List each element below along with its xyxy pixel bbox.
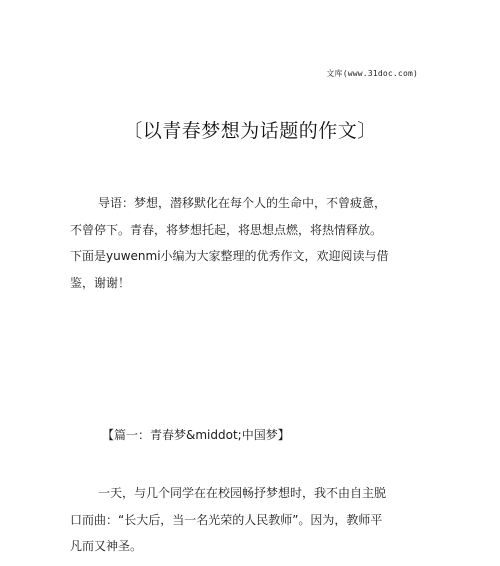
body-line: 凡而又神圣。	[70, 539, 143, 553]
intro-line: 不曾停下。青春，将梦想托起，将思想点燃，将热情释放。	[70, 222, 383, 237]
intro-line: 鉴，谢谢！	[70, 275, 131, 290]
intro-line: 下面是yuwenmi小编为大家整理的优秀作文，欢迎阅读与借	[70, 249, 389, 263]
body-line: 一天，与几个同学在在校园畅抒梦想时，我不由自主脱	[98, 486, 387, 500]
document-title: 〔以青春梦想为话题的作文〕	[123, 120, 377, 142]
body-paragraph	[70, 480, 390, 560]
section-heading: 【篇一：青春梦&middot;中国梦】	[102, 428, 290, 442]
intro-paragraph	[70, 190, 390, 296]
source-watermark-line: 文库(www.31doc.com)	[326, 69, 418, 78]
intro-line: 导语：梦想，潜移默化在每个人的生命中，不曾疲惫，	[98, 196, 387, 210]
body-line: 口而曲：“长大后，当一名光荣的人民教师”。因为，教师平	[70, 512, 383, 527]
